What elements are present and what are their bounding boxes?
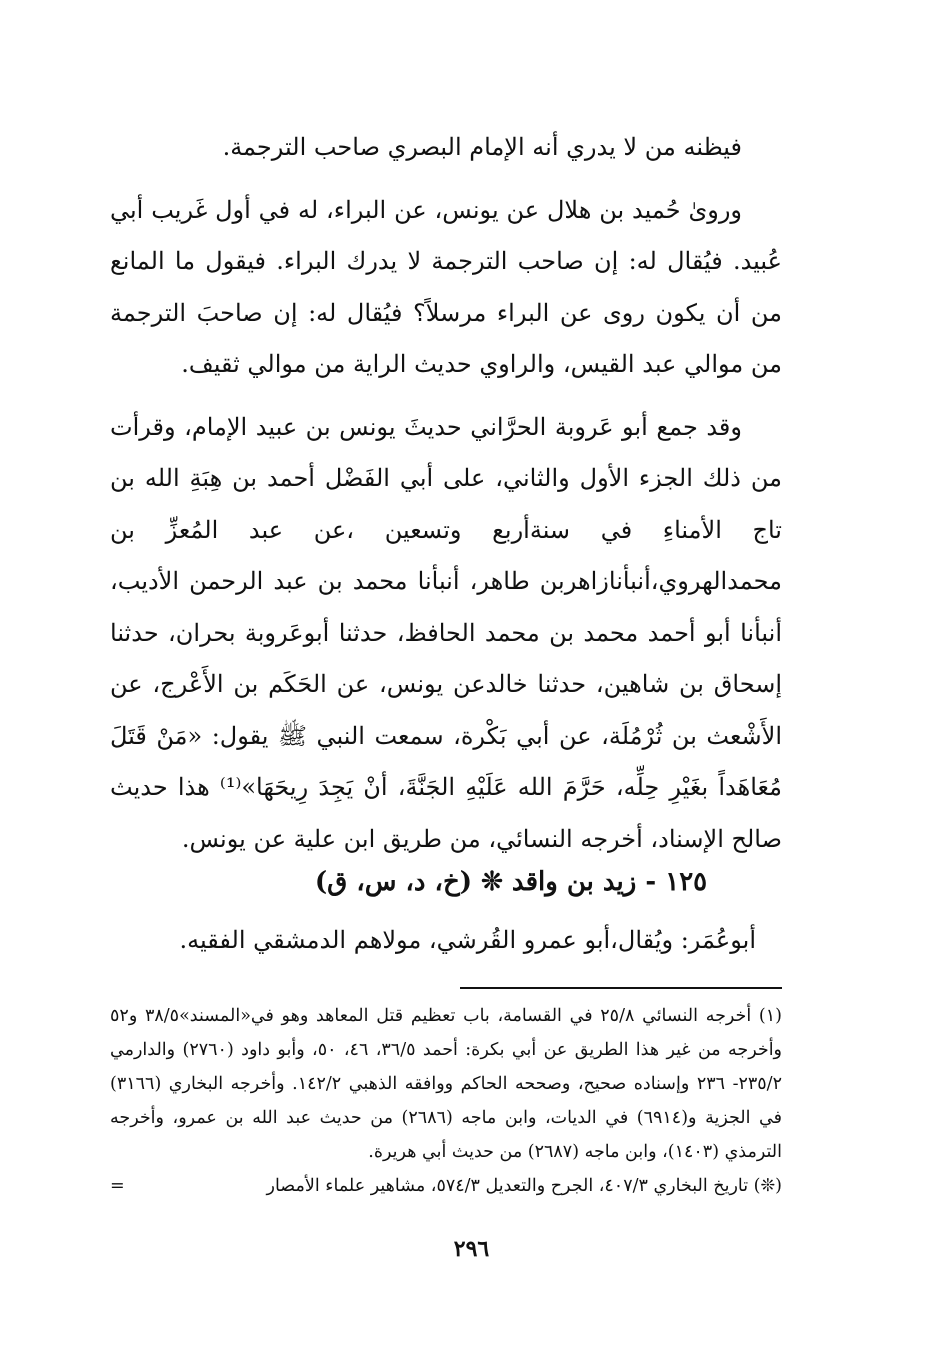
footnote-star: (❊) تاريخ البخاري ٤٠٧/٣، الجرح والتعديل ٥٧٤/٣، مشاهير علماء الأمصار: [266, 1176, 782, 1196]
book-page: [110, 122, 782, 1203]
continuation-mark: =: [110, 1176, 125, 1196]
footnote-star-row: [110, 1169, 782, 1203]
footnote-1: (١) أخرجه النسائي ٢٥/٨ في القسامة، باب تعظيم قتل المعاهد وهو في«المسند»٣٨/٥ و٥٢ وأخرجه من غير هذا الطريق عن أبي بكرة: أحمد ٣٦/٥، ٤٦، ٥٠، وأبو داود (٢٧٦٠) والدارمي ٢٣٥/٢- ٢٣٦ وإسناده صحيح، وصححه الحاكم ووافقه الذهبي ١٤٢/٢. وأخرجه البخاري (٣١٦٦) في الجزية و(٦٩١٤) في الديات، وابن ماجه (٢٦٨٦) من حديث عبد الله بن عمرو، وأخرجه الترمذي (١٤٠٣)، وابن ماجه (٢٦٨٧) من حديث أبي هريرة.: [110, 1006, 783, 1162]
page-number: ٢٩٦: [453, 1236, 490, 1262]
paragraph-2: وروىٰ حُميد بن هلال عن يونس، عن البراء، له في أول غَريب أبي عُبيد. فيُقال له: إن صاحب الترجمة لا يدرك البراء. فيقول ما المانع من أن يكون روى عن البراء مرسلاً؟ فيُقال له: إن صاحبَ الترجمة من موالي عبد القيس، والراوي حديث الراية من موالي ثقيف.: [110, 195, 782, 378]
paragraph-1: فيظنه من لا يدري أنه الإمام البصري صاحب الترجمة.: [222, 133, 742, 161]
paragraph-3: وقد جمع أبو عَروبة الحرَّاني حديثَ يونس بن عبيد الإمام، وقرأت من ذلك الجزء الأول والثاني، على أبي الفَضْل أحمد بن هِبَةِ الله بن تاج الأمناءِ في سنةأربع وتسعين ،عن عبد المُعزِّ بن محمدالهروي،أنبأنازاهربن طاهر، أنبأنا محمد بن عبد الرحمن الأديب، أنبأنا أبو أحمد محمد بن محمد الحافظ، حدثنا أبوعَروبة بحران، حدثنا إسحاق بن شاهين، حدثنا خالدعن يونس، عن الحَكَم بن الأَعْرج، عن الأَشْعث بن ثُرْمُلَة، عن أبي بَكْرة، سمعت النبي ﷺ يقول: «مَنْ قَتَلَ مُعَاهَداً بغَيْرِ حِلِّه، حَرَّمَ الله عَلَيْهِ الجَنَّةَ، أنْ يَجِدَ رِيحَهَا»⁽¹⁾ هذا حديث صالح الإسناد، أخرجه النسائي، من طريق ابن علية عن يونس.: [110, 412, 783, 853]
footnote-separator: [460, 987, 782, 989]
footnote-separator-wrap: [110, 987, 782, 989]
entry-description: أبوعُمَر: ويُقال،أبو عمرو القُرشي، مولاهم الدمشقي الفقيه.: [179, 926, 756, 954]
footnotes: [110, 999, 782, 1203]
main-text: [110, 122, 782, 865]
entry-heading: ١٢٥ - زيد بن واقد ❊ (خ، د، س، ق): [314, 867, 708, 897]
